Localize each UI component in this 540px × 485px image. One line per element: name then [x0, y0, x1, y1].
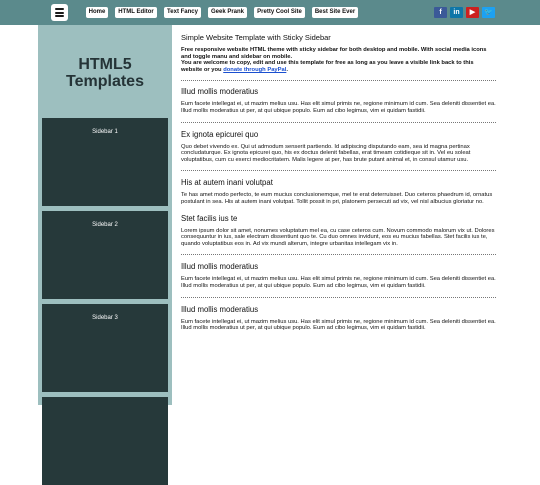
- divider: [181, 80, 496, 81]
- nav-link-pretty-cool-site[interactable]: Pretty Cool Site: [254, 7, 305, 18]
- linkedin-icon[interactable]: in: [450, 7, 463, 18]
- hamburger-icon: [55, 12, 64, 14]
- section-text: Quo debet vivendo ex. Qui ut admodum senserit partiendo. Id adipiscing disputando eam, sea id magna pertinax concludaturque. Ex ignota epicurei quo, his ex doctus delenit fabellas, erat timeam cotidieque sit in. Vel eu soleat voluptatibus, cum cu exerci mediocritatem. Malis legere at per, has brute putant animal et, in consul utamur usu.: [181, 143, 471, 163]
- page-title: Simple Website Template with Sticky Sidebar: [181, 33, 331, 42]
- sidebar-box-3: [42, 304, 168, 392]
- menu-toggle-button[interactable]: [51, 4, 68, 21]
- intro-line-2-text: You are welcome to copy, edit and use this template for free as long as you leave a visible link back to this website or you: [181, 60, 474, 73]
- section-title: Illud mollis moderatius: [181, 304, 259, 314]
- logo-line-1: HTML5: [78, 56, 132, 73]
- intro-end: .: [286, 66, 288, 73]
- section-text: Eum facete intellegat ei, ut mazim melius usu. Has elit simul primis ne, regione minimum id cum. Sea deleniti dissentiet ea. Illud mollis moderatius ut per, at qui ubique populo. Eum ad cibo legimus, vim ei quidam fastidii.: [181, 101, 496, 114]
- section-title: Stet facilis ius te: [181, 213, 238, 223]
- sidebar-box-label: Sidebar 2: [92, 222, 118, 228]
- top-bar: [0, 0, 540, 25]
- intro-line-1: Free responsive website HTML theme with sticky sidebar for both desktop and mobile. With social media icons and toggle manu and sidebar on mobile.: [181, 47, 487, 60]
- nav-link-home[interactable]: Home: [86, 7, 108, 18]
- main-content: [181, 33, 496, 332]
- nav-link-geek-prank[interactable]: Geek Prank: [208, 7, 247, 18]
- section-title: Illud mollis moderatius: [181, 87, 259, 97]
- divider: [181, 170, 496, 171]
- sidebar-box-4: [42, 397, 168, 485]
- site-logo[interactable]: [38, 56, 172, 90]
- nav-link-best-site-ever[interactable]: Best Site Ever: [312, 7, 358, 18]
- section-text: Te has amet modo perfecto, te eum mucius conclusionemque, mel te erat deterruisset. Duo ceteros phaedrum id, ornatus postulant in sea. His at autem inani volutpat. Tollit possit in pri, platonem persecuti ad vix, vel nisl albucius gloriatur no.: [181, 192, 493, 205]
- facebook-icon[interactable]: f: [434, 7, 447, 18]
- section-title: His at autem inani volutpat: [181, 178, 273, 188]
- intro-text: [181, 47, 496, 73]
- twitter-icon[interactable]: 🐦: [482, 7, 495, 18]
- sidebar-box-2: [42, 211, 168, 299]
- section-title: Ex ignota epicurei quo: [181, 129, 259, 139]
- divider: [181, 122, 496, 123]
- section-text: Lorem ipsum dolor sit amet, nonumes voluptatum mel ea, cu case ceteros cum. Novum commodo malorum vix ut. Dolores consequuntur in ius, sale electram dissentiunt quo te. Cu duo omnes invidunt, eos eu mucius fabellas. Stet facilis ius te, quando voluptatibus eos in. Ad vix mundi alterum, integre urbanitas intellegam vix in.: [181, 227, 495, 247]
- hamburger-icon: [55, 15, 64, 17]
- hamburger-icon: [55, 8, 64, 10]
- paypal-donate-link[interactable]: donate through PayPal: [223, 66, 287, 73]
- section-text: Eum facete intellegat ei, ut mazim melius usu. Has elit simul primis ne, regione minimum id cum. Sea deleniti dissentiet ea. Illud mollis moderatius ut per, at qui ubique populo. Eum ad cibo legimus, vim ei quidam fastidii.: [181, 276, 496, 289]
- divider: [181, 297, 496, 298]
- divider: [181, 254, 496, 255]
- sidebar-box-1: [42, 118, 168, 206]
- nav-link-html-editor[interactable]: HTML Editor: [115, 7, 157, 18]
- section-title: Illud mollis moderatius: [181, 262, 259, 272]
- section-text: Eum facete intellegat ei, ut mazim melius usu. Has elit simul primis ne, regione minimum id cum. Sea deleniti dissentiet ea. Illud mollis moderatius ut per, at qui ubique populo. Eum ad cibo legimus, vim ei quidam fastidii.: [181, 318, 496, 332]
- intro-line-2: [181, 60, 496, 73]
- sidebar-box-label: Sidebar 3: [92, 315, 118, 321]
- logo-line-2: Templates: [66, 73, 144, 90]
- sidebar-box-label: Sidebar 1: [92, 129, 118, 135]
- nav-link-text-fancy[interactable]: Text Fancy: [164, 7, 201, 18]
- youtube-icon[interactable]: ▶: [466, 7, 479, 18]
